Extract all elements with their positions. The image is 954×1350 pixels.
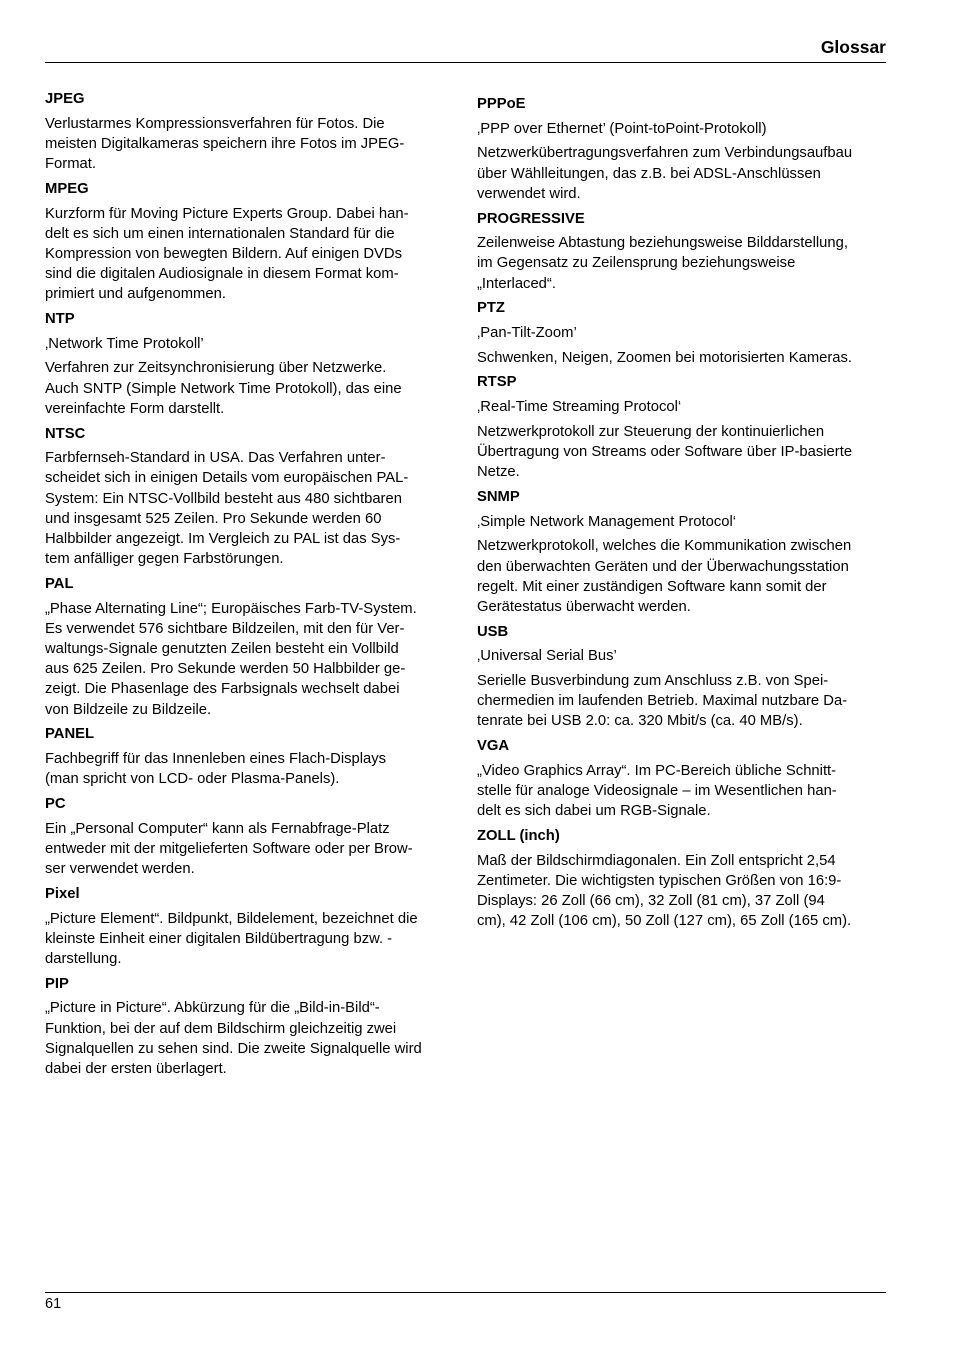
glossary-definition xyxy=(45,448,457,569)
definition-line: ‚PPP over Ethernet’ (Point-toPoint-Protokoll) xyxy=(477,120,767,137)
glossary-definition xyxy=(45,114,457,175)
glossary-entry xyxy=(45,309,457,419)
definition-line: Signalquellen zu sehen sind. Die zweite Signalquelle wird xyxy=(45,1040,422,1057)
glossary-term: PIP xyxy=(45,975,69,992)
definition-line: dabei der ersten überlagert. xyxy=(45,1060,227,1077)
glossary-definition xyxy=(45,749,457,789)
glossary-entry xyxy=(45,179,457,305)
glossary-definition xyxy=(477,851,889,932)
definition-line: ‚Network Time Protokoll’ xyxy=(45,335,204,352)
glossary-entry xyxy=(477,94,889,204)
definition-line: Übertragung von Streams oder Software über IP-basierte xyxy=(477,444,853,461)
definition-line: waltungs-Signale genutzten Zeilen besteht ein Vollbild xyxy=(45,641,399,658)
glossary-definition xyxy=(477,143,889,204)
definition-line: ‚Real-Time Streaming Protocol‘ xyxy=(477,399,682,416)
glossary-entry xyxy=(477,826,889,932)
definition-line: System: Ein NTSC-Vollbild besteht aus 480 sichtbaren xyxy=(45,490,402,507)
definition-line: Kompression von bewegten Bildern. Auf einigen DVDs xyxy=(45,245,402,262)
definition-line: Displays: 26 Zoll (66 cm), 32 Zoll (81 cm), 37 Zoll (94 xyxy=(477,893,825,910)
glossary-term: PC xyxy=(45,796,66,812)
definition-line: Ein „Personal Computer“ kann als Fernabfrage-Platz xyxy=(45,820,390,837)
definition-line: ‚Pan-Tilt-Zoom’ xyxy=(477,325,577,342)
glossary-term: PAL xyxy=(45,575,74,592)
glossary-definition xyxy=(477,646,889,666)
glossary-entry xyxy=(477,372,889,482)
definition-line: Zeilenweise Abtastung beziehungsweise Bilddarstellung, xyxy=(477,235,848,252)
definition-line: im Gegensatz zu Zeilensprung beziehungsweise xyxy=(477,255,796,272)
glossary-definition xyxy=(45,909,457,970)
glossary-definition xyxy=(477,233,889,294)
glossary-definition xyxy=(45,998,457,1079)
glossary-term: VGA xyxy=(477,738,510,755)
definition-line: Zentimeter. Die wichtigsten typischen Größen von 16:9- xyxy=(477,872,842,889)
definition-line: stelle für analoge Videosignale – im Wesentlichen han- xyxy=(477,783,837,800)
definition-line: Funktion, bei der auf dem Bildschirm gleichzeitig zwei xyxy=(45,1020,397,1037)
glossary-definition xyxy=(45,204,457,305)
glossary-definition xyxy=(477,536,889,617)
glossary-entry xyxy=(45,794,457,879)
definition-line: „Picture in Picture“. Abkürzung für die „Bild-in-Bild“- xyxy=(45,1000,380,1017)
glossary-term: ZOLL (inch) xyxy=(477,828,560,844)
glossary-entry xyxy=(45,89,457,174)
definition-line: Netze. xyxy=(477,464,520,481)
definition-line: über Wählleitungen, das z.B. bei ADSL-Anschlüssen xyxy=(477,165,821,182)
definition-line: Kurzform für Moving Picture Experts Group. Dabei han- xyxy=(45,205,409,222)
definition-line: ‚Simple Network Management Protocol‘ xyxy=(477,513,737,530)
definition-line: Auch SNTP (Simple Network Time Protokoll), das eine xyxy=(45,380,402,397)
glossary-term: SNMP xyxy=(477,488,520,505)
glossary-entry xyxy=(477,487,889,617)
definition-line: Schwenken, Neigen, Zoomen bei motorisierten Kameras. xyxy=(477,349,853,366)
glossary-term: Pixel xyxy=(45,885,80,902)
definition-line: von Bildzeile zu Bildzeile. xyxy=(45,701,212,718)
definition-line: cm), 42 Zoll (106 cm), 50 Zoll (127 cm), 65 Zoll (165 cm). xyxy=(477,913,852,930)
definition-line: Netzwerkprotokoll, welches die Kommunikation zwischen xyxy=(477,538,852,555)
definition-line: Netzwerkprotokoll zur Steuerung der kontinuierlichen xyxy=(477,423,825,440)
glossary-definition xyxy=(477,323,889,343)
definition-line: chermedien im laufenden Betrieb. Maximal nutzbare Da- xyxy=(477,693,848,710)
glossary-term: NTSC xyxy=(45,425,86,442)
glossary-term: PANEL xyxy=(45,726,95,743)
definition-line: ser verwendet werden. xyxy=(45,861,195,878)
definition-line: entweder mit der mitgelieferten Software oder per Brow- xyxy=(45,840,413,857)
glossary-entry xyxy=(45,724,457,789)
definition-line: Maß der Bildschirmdiagonalen. Ein Zoll entspricht 2,54 xyxy=(477,852,836,869)
glossary-entry xyxy=(45,574,457,720)
definition-line: zeigt. Die Phasenlage des Farbsignals wechselt dabei xyxy=(45,681,400,698)
definition-line: ‚Universal Serial Bus’ xyxy=(477,648,617,665)
definition-line: Netzwerkübertragungsverfahren zum Verbindungsaufbau xyxy=(477,145,853,162)
definition-line: Format. xyxy=(45,156,96,173)
definition-line: Verlustarmes Kompressionsverfahren für Fotos. Die xyxy=(45,115,385,132)
definition-line: „Phase Alternating Line“; Europäisches Farb-TV-System. xyxy=(45,600,417,617)
glossary-column-left xyxy=(45,89,457,1084)
definition-line: Halbbilder angezeigt. Im Vergleich zu PAL ist das Sys- xyxy=(45,531,401,548)
definition-line: Fachbegriff für das Innenleben eines Flach-Displays xyxy=(45,751,387,768)
glossary-definition xyxy=(45,358,457,419)
glossary-entry xyxy=(45,884,457,969)
header-divider xyxy=(45,62,886,63)
glossary-definition xyxy=(45,334,457,354)
definition-line: kleinste Einheit einer digitalen Bildübertragung bzw. - xyxy=(45,930,393,947)
glossary-term: NTP xyxy=(45,311,75,328)
definition-line: (man spricht von LCD- oder Plasma-Panels). xyxy=(45,771,340,788)
page-title: Glossar xyxy=(820,37,886,57)
definition-line: tenrate bei USB 2.0: ca. 320 Mbit/s (ca. 40 MB/s). xyxy=(477,713,803,730)
glossary-entry xyxy=(477,209,889,294)
glossary-entry xyxy=(45,974,457,1080)
definition-line: Serielle Busverbindung zum Anschluss z.B. von Spei- xyxy=(477,673,829,690)
definition-line: „Interlaced“. xyxy=(477,275,556,292)
footer-divider xyxy=(45,1292,886,1293)
definition-line: regelt. Mit einer zuständigen Software kann somit der xyxy=(477,578,827,595)
definition-line: verwendet wird. xyxy=(477,185,581,202)
page-number: 61 xyxy=(45,1296,62,1312)
glossary-entry xyxy=(477,622,889,732)
definition-line: meisten Digitalkameras speichern ihre Fotos im JPEG- xyxy=(45,135,405,152)
glossary-entry xyxy=(477,736,889,821)
definition-line: aus 625 Zeilen. Pro Sekunde werden 50 Halbbilder ge- xyxy=(45,661,406,678)
definition-line: darstellung. xyxy=(45,950,122,967)
glossary-definition xyxy=(477,512,889,532)
definition-line: delt es sich um einen internationalen Standard für die xyxy=(45,225,395,242)
glossary-term: PROGRESSIVE xyxy=(477,210,585,227)
glossary-entry xyxy=(45,424,457,570)
glossary-definition xyxy=(45,819,457,880)
definition-line: Gerätestatus überwacht werden. xyxy=(477,598,691,615)
definition-line: den überwachten Geräten und der Überwachungsstation xyxy=(477,558,849,575)
glossary-term: PTZ xyxy=(477,300,505,317)
glossary-term: PPPoE xyxy=(477,96,526,112)
glossary-definition xyxy=(477,422,889,483)
glossary-term: RTSP xyxy=(477,374,517,391)
definition-line: Farbfernseh-Standard in USA. Das Verfahren unter- xyxy=(45,450,386,467)
glossary-definition xyxy=(45,599,457,720)
definition-line: primiert und aufgenommen. xyxy=(45,286,226,303)
definition-line: sind die digitalen Audiosignale in diesem Format kom- xyxy=(45,266,399,283)
definition-line: Verfahren zur Zeitsynchronisierung über Netzwerke. xyxy=(45,360,387,377)
glossary-definition xyxy=(477,397,889,417)
glossary-column-right xyxy=(477,94,889,936)
glossary-definition xyxy=(477,348,889,368)
glossary-term: USB xyxy=(477,623,509,640)
definition-line: delt es sich dabei um RGB-Signale. xyxy=(477,803,711,820)
definition-line: und insgesamt 525 Zeilen. Pro Sekunde werden 60 xyxy=(45,510,382,527)
glossary-term: MPEG xyxy=(45,180,89,197)
definition-line: vereinfachte Form darstellt. xyxy=(45,400,225,417)
definition-line: scheidet sich in einigen Details vom europäischen PAL- xyxy=(45,470,409,487)
glossary-term: JPEG xyxy=(45,91,85,107)
glossary-definition xyxy=(477,119,889,139)
definition-line: Es verwendet 576 sichtbare Bildzeilen, mit den für Ver- xyxy=(45,620,405,637)
definition-line: „Video Graphics Array“. Im PC-Bereich übliche Schnitt- xyxy=(477,762,837,779)
glossary-definition xyxy=(477,671,889,732)
glossary-entry xyxy=(477,298,889,368)
definition-line: tem anfälliger gegen Farbstörungen. xyxy=(45,551,284,568)
definition-line: „Picture Element“. Bildpunkt, Bildelement, bezeichnet die xyxy=(45,910,418,927)
glossary-definition xyxy=(477,761,889,822)
